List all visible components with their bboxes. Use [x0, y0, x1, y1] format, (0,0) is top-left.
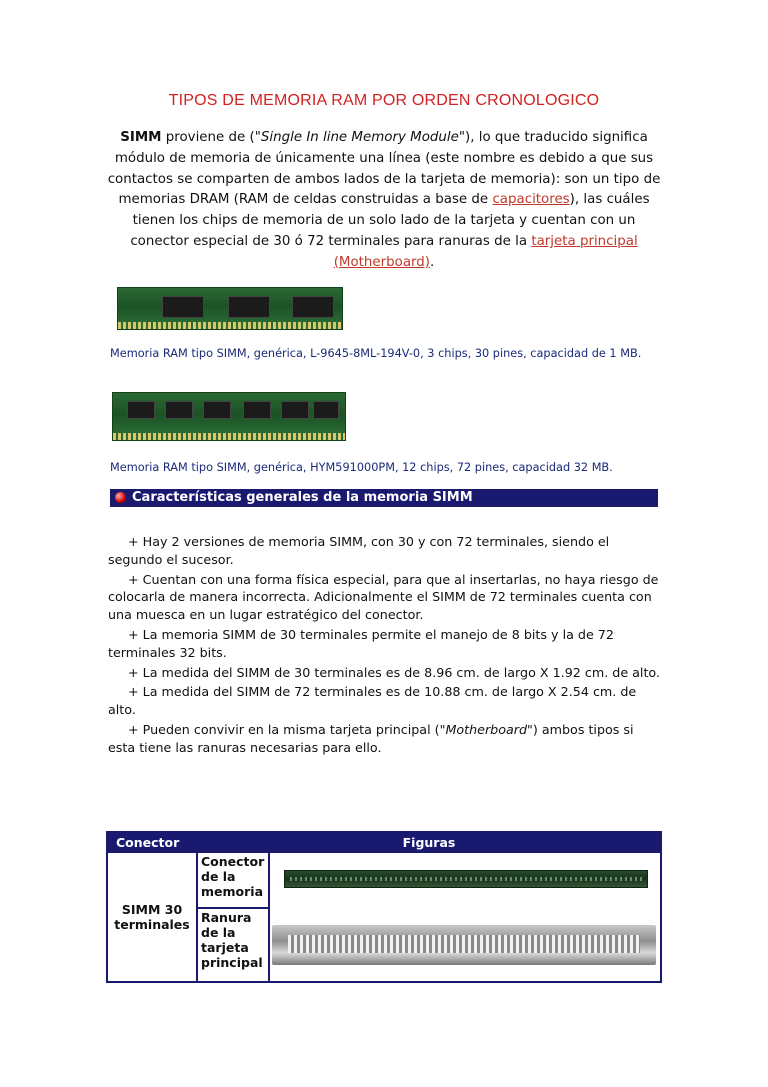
memory-chip [292, 296, 334, 318]
contact-pins [118, 322, 342, 329]
intro-paragraph [104, 128, 664, 274]
simm-72-pin-image [112, 392, 346, 441]
page-title: TIPOS DE MEMORIA RAM POR ORDEN CRONOLOGICO [168, 92, 600, 109]
motherboard-slot-label: Ranura de la tarjeta principal [198, 909, 268, 981]
list-item: + La medida del SIMM de 30 terminales es de 8.96 cm. de largo X 1.92 cm. de alto. [128, 664, 661, 680]
section-heading [110, 489, 658, 507]
memory-chip [281, 401, 309, 419]
intro-term: SIMM [120, 130, 162, 145]
memory-chip [228, 296, 270, 318]
motherboard-link[interactable]: tarjeta principal (Motherboard) [333, 233, 638, 270]
features-list [108, 533, 660, 759]
memory-chip [162, 296, 204, 318]
list-item [108, 721, 660, 757]
intro-text-4: . [430, 254, 435, 270]
connector-column-header: Conector [108, 833, 196, 851]
intro-acronym-expansion: Single In line Memory Module [260, 130, 459, 145]
list-item-text: + Pueden convivir en la misma tarjeta principal (" [128, 721, 446, 737]
motherboard-slot-image [272, 925, 656, 965]
memory-connector-label: Conector de la memoria [198, 853, 268, 907]
contact-pins [113, 433, 345, 440]
list-item: + La memoria SIMM de 30 terminales permite el manejo de 8 bits y la de 72 terminales 32 bits. [108, 626, 614, 660]
memory-chip [165, 401, 193, 419]
list-item: + La medida del SIMM de 72 terminales es de 10.88 cm. de largo X 2.54 cm. de alto. [108, 684, 637, 718]
list-item-emphasis: Motherboard [445, 721, 528, 737]
memory-chip [127, 401, 155, 419]
memory-chip [243, 401, 271, 419]
list-item: + Cuentan con una forma física especial, para que al insertarlas, no haya riesgo de colocarla de manera incorrecta. Adicionalmente el SIMM de 72 terminales cuenta con una muesca en un lugar estratégico del conector. [108, 571, 659, 623]
memory-chip [313, 401, 339, 419]
connector-type-cell: SIMM 30 terminales [108, 853, 196, 981]
memory-connector-image [284, 870, 648, 888]
memory-chip [203, 401, 231, 419]
intro-text-2: "), lo que traducido significa módulo de memoria de únicamente una línea (este nombre es debido a que sus contactos se comparten de ambos lados de la tarjeta de memoria): son un tipo de memorias DRAM (RAM de celdas construidas a base de [107, 130, 661, 208]
figures-column-header: Figuras [198, 833, 660, 851]
capacitores-link[interactable]: capacitores [492, 192, 570, 208]
list-item-text: ") ambos tipos si esta tiene las ranuras necesarias para ello. [108, 721, 634, 755]
section-heading-text: Características generales de la memoria SIMM [132, 490, 473, 505]
intro-text-3: ), las cuáles tienen los chips de memoria de un solo lado de la tarjeta y cuentan con un conector especial de 30 ó 72 terminales para ranuras de la [130, 192, 650, 249]
caption-simm-2: Memoria RAM tipo SIMM, genérica, HYM591000PM, 12 chips, 72 pines, capacidad 32 MB. [110, 461, 613, 474]
caption-simm-1: Memoria RAM tipo SIMM, genérica, L-9645-8ML-194V-0, 3 chips, 30 pines, capacidad de 1 MB. [110, 347, 642, 360]
list-item: + Hay 2 versiones de memoria SIMM, con 30 y con 72 terminales, siendo el segundo el sucesor. [108, 534, 610, 567]
simm-30-pin-image [117, 287, 343, 330]
bullet-ball-icon [115, 492, 126, 503]
intro-text-1: proviene de (" [161, 130, 261, 145]
